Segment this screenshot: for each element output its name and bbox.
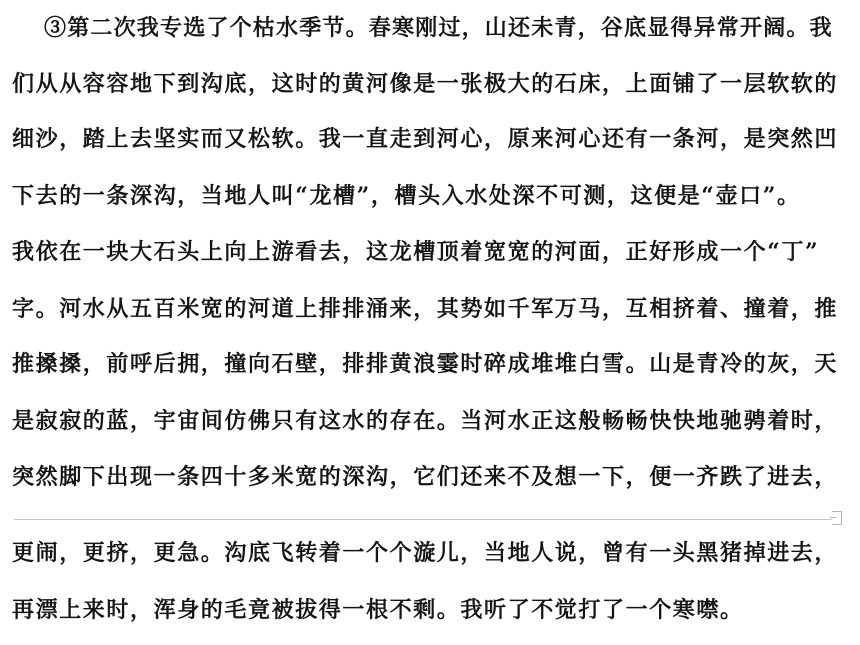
paragraph-line-11: 再漂上来时，浑身的毛竟被拔得一根不剩。我听了不觉打了一个寒噤。	[12, 597, 744, 623]
paragraph-line-7: 推搡搡，前呼后拥，撞向石壁，排排黄浪霎时碎成堆堆白雪。山是青冷的灰，天	[12, 351, 839, 377]
paragraph-line-9: 突然脚下出现一条四十多米宽的深沟，它们还来不及想一下，便一齐跌了进去，	[12, 464, 839, 490]
paragraph-line-3: 细沙，踏上去坚实而又松软。我一直走到河心，原来河心还有一条河，是突然凹	[12, 126, 839, 152]
paragraph-line-6: 字。河水从五百米宽的河道上排排涌来，其势如千军万马，互相挤着、撞着，推	[12, 296, 839, 322]
page-break-divider	[14, 519, 832, 520]
paragraph-line-8: 是寂寂的蓝，宇宙间仿佛只有这水的存在。当河水正这般畅畅快快地驰骋着时，	[12, 408, 839, 434]
paragraph-line-5: 我依在一块大石头上向上游看去，这龙槽顶着宽宽的河面，正好形成一个“丁”	[12, 239, 820, 265]
paragraph-line-2: 们从从容容地下到沟底，这时的黄河像是一张极大的石床，上面铺了一层软软的	[12, 71, 839, 97]
paragraph-line-10: 更闹，更挤，更急。沟底飞转着一个个漩儿，当地人说，曾有一头黑猪掉进去，	[12, 540, 839, 566]
paragraph-line-1: ③第二次我专选了个枯水季节。春寒刚过，山还未青，谷底显得异常开阔。我	[44, 15, 833, 41]
paragraph-line-4: 下去的一条深沟，当地人叫“龙槽”，槽头入水处深不可测，这便是“壶口”。	[12, 183, 801, 209]
page-break-marker-icon	[832, 511, 842, 525]
